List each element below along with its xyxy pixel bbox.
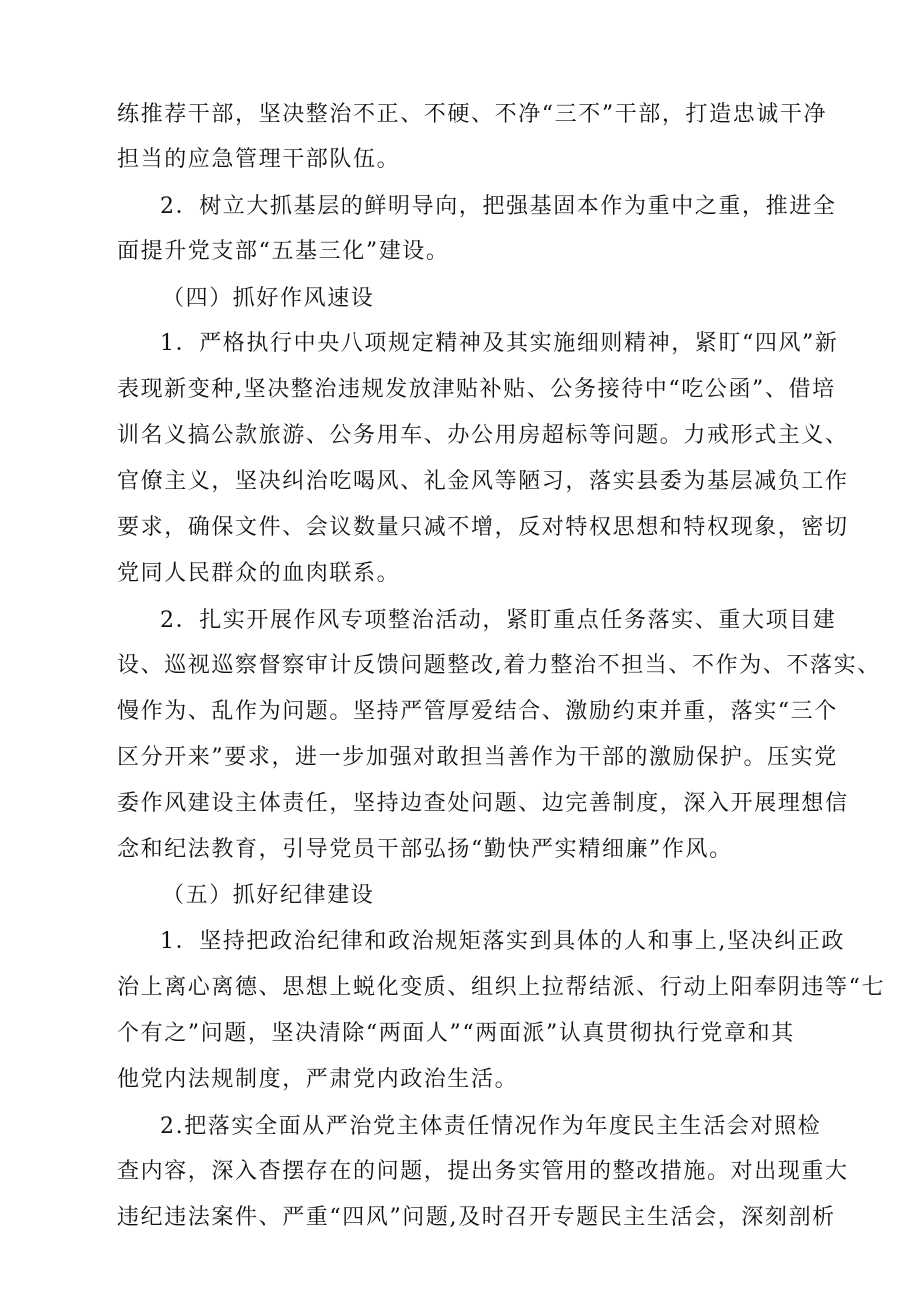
paragraph-line: 查内容，深入杳摆存在的问题，提出务实管用的整改措施。对出现重大 (117, 1159, 849, 1184)
paragraph-line: 委作风建设主体责任，坚持边查处问题、边完善制度，深入开展理想信 (117, 791, 849, 816)
section-heading: （四）抓好作风速设 (162, 286, 375, 311)
paragraph-line: 他党内法规制度，严肃党内政治生活。 (117, 1067, 519, 1092)
paragraph-line: 党同人民群众的血肉联系。 (117, 561, 401, 586)
paragraph-line: 个有之”问题，坚决清除“两面人”“两面派”认真贯彻执行党章和其 (117, 1021, 795, 1046)
paragraph-line: 1．严格执行中央八项规定精神及其实施细则精神，紧盯“四风”新 (160, 331, 839, 356)
paragraph-line: 面提升党支部“五基三化”建设。 (117, 239, 450, 264)
paragraph-line: 1．坚持把政治纪律和政治规矩落实到具体的人和事上,坚决纠正政 (160, 929, 845, 954)
paragraph-line: 设、巡视巡察督察审计反馈问题整改,着力整治不担当、不作为、不落实、 (117, 653, 881, 678)
paragraph-line: 要求，确保文件、会议数量只减不增，反对特权思想和特权现象，密切 (117, 515, 849, 540)
paragraph-line: 治上离心离德、思想上蜕化变质、组织上拉帮结派、行动上阳奉阴违等“七 (117, 975, 886, 1000)
paragraph-line: 2.把落实全面从严治党主体责任情况作为年度民主生活会对照检 (160, 1114, 822, 1139)
paragraph-line: 2．树立大抓基层的鲜明导向，把强基固本作为重中之重，推进全 (160, 194, 837, 219)
section-heading: （五）抓好纪律建设 (162, 883, 375, 908)
paragraph-line: 慢作为、乱作为问题。坚持严管厚爱结合、激励约束并重，落实“三个 (117, 699, 838, 724)
paragraph-line: 2．扎实开展作风专项整治活动，紧盯重点任务落实、重大项目建 (160, 608, 837, 633)
paragraph-line: 训名义搞公款旅游、公务用车、办公用房超标等问题。力戒形式主义、 (117, 423, 849, 448)
paragraph-line: 官僚主义，坚决纠治吃喝风、礼金风等陋习，落实县委为基层减负工作 (117, 469, 849, 494)
paragraph-line: 区分开来”要求，进一步加强对敢担当善作为干部的激励保护。压实党 (117, 745, 838, 770)
paragraph-line: 念和纪法教育，引导党员干部弘扬“勤快严实精细廉”作风。 (117, 837, 733, 862)
paragraph-line: 违纪违法案件、严重“四风”问题,及时召开专题民主生活会，深刻剖析 (117, 1205, 836, 1230)
paragraph-line: 担当的应急管理干部队伍。 (117, 147, 401, 172)
paragraph-line: 练推荐干部，坚决整治不正、不硬、不净“三不”干部，打造忠诚干净 (117, 102, 828, 127)
paragraph-line: 表现新变种,坚决整治违规发放津贴补贴、公务接待中“吃公函”、借培 (117, 377, 836, 402)
